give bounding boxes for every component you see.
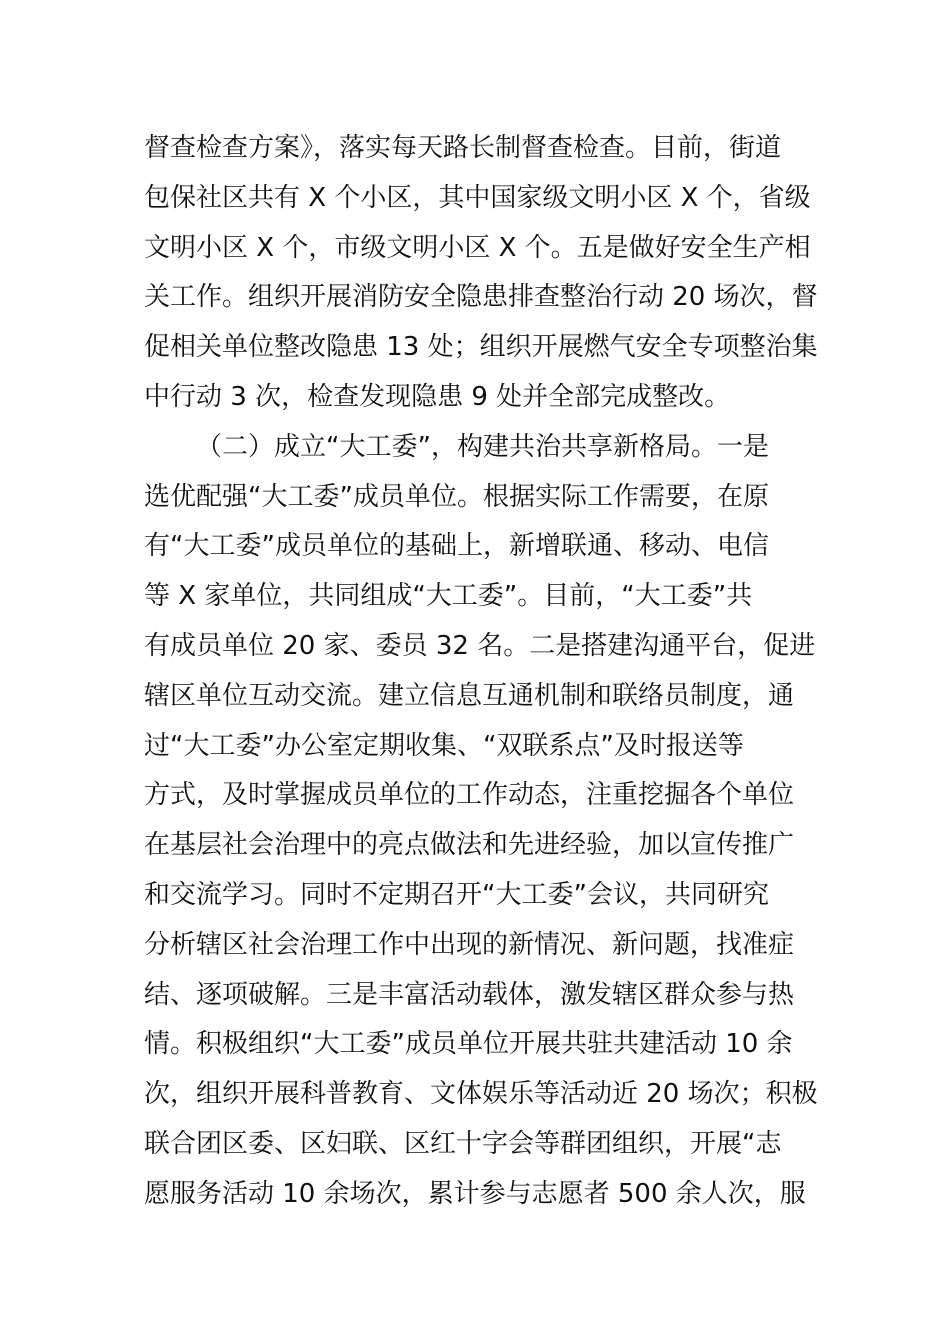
text-line: 过“大工委”办公室定期收集、“双联系点”及时报送等 — [144, 730, 744, 761]
text-line: 情。积极组织“大工委”成员单位开展共驻共建活动 10 余 — [144, 1029, 793, 1060]
text-line: 在基层社会治理中的亮点做法和先进经验，加以宣传推广 — [144, 830, 795, 861]
text-line: 有“大工委”成员单位的基础上，新增联通、移动、电信 — [144, 531, 769, 562]
text-line: 愿服务活动 10 余场次，累计参与志愿者 500 余人次，服 — [144, 1178, 806, 1209]
text-line: 包保社区共有 X 个小区，其中国家级文明小区 X 个，省级 — [144, 182, 811, 213]
text-line: 辖区单位互动交流。建立信息互通机制和联络员制度，通 — [144, 680, 795, 711]
body-text — [144, 124, 824, 1220]
text-line: 联合团区委、区妇联、区红十字会等群团组织，开展“志 — [144, 1128, 782, 1159]
text-line: 文明小区 X 个，市级文明小区 X 个。五是做好安全生产相 — [144, 232, 811, 263]
text-line: 方式，及时掌握成员单位的工作动态，注重挖掘各个单位 — [144, 780, 795, 811]
text-line: 中行动 3 次，检查发现隐患 9 处并全部完成整改。 — [144, 381, 731, 412]
text-line: 和交流学习。同时不定期召开“大工委”会议，共同研究 — [144, 879, 769, 910]
section-heading-line: （二）成立“大工委”，构建共治共享新格局。一是 — [196, 431, 769, 462]
text-line: 结、逐项破解。三是丰富活动载体，激发辖区群众参与热 — [144, 979, 795, 1010]
text-line: 选优配强“大工委”成员单位。根据实际工作需要，在原 — [144, 481, 769, 512]
text-line: 次，组织开展科普教育、文体娱乐等活动近 20 场次；积极 — [144, 1079, 818, 1110]
text-line: 有成员单位 20 家、委员 32 名。二是搭建沟通平台，促进 — [144, 630, 816, 661]
text-line: 促相关单位整改隐患 13 处；组织开展燃气安全专项整治集 — [144, 332, 818, 363]
text-line: 等 X 家单位，共同组成“大工委”。目前，“大工委”共 — [144, 581, 753, 612]
text-line: 分析辖区社会治理工作中出现的新情况、新问题，找准症 — [144, 929, 795, 960]
text-line: 关工作。组织开展消防安全隐患排查整治行动 20 场次，督 — [144, 282, 818, 313]
text-line: 督查检查方案》，落实每天路长制督查检查。目前，街道 — [144, 133, 782, 163]
